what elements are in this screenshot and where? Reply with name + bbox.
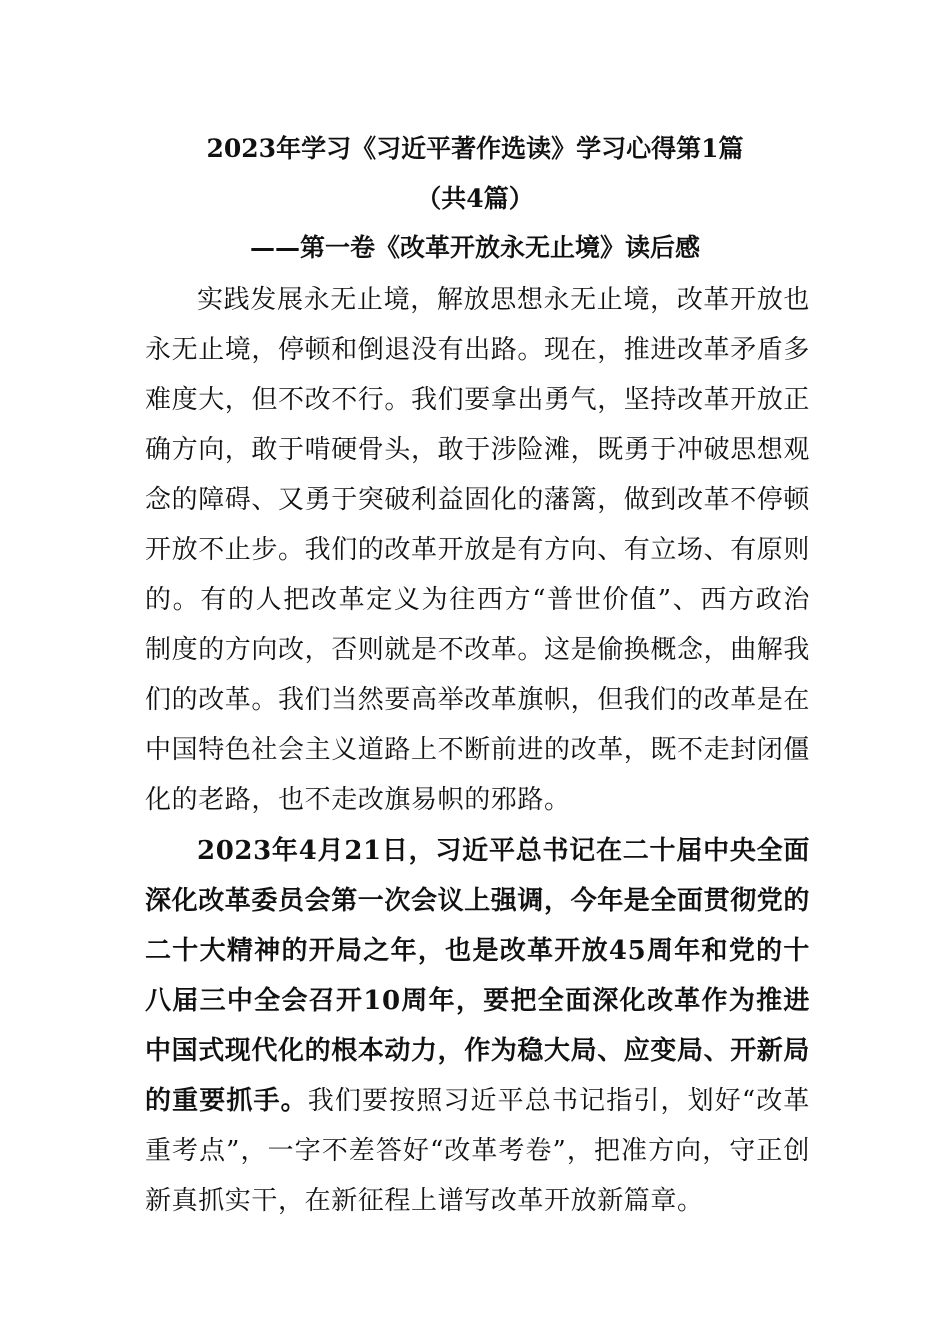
paragraph-2-normal-text: 我们要按照习近平总书记指引，划好“改革重考点”，一字不差答好“改革考卷”，把准方向，守正创新真抓实干，在新征程上谱写改革开放新篇章。: [145, 1086, 810, 1216]
paragraph-1: 实践发展永无止境，解放思想永无止境，改革开放也永无止境，停顿和倒退没有出路。现在，推进改革矛盾多难度大，但不改不行。我们要拿出勇气，坚持改革开放正确方向，敢于啃硬骨头，敢于涉险滩，既勇于冲破思想观念的障碍、又勇于突破利益固化的藩篱，做到改革不停顿开放不止步。我们的改革开放是有方向、有立场、有原则的。有的人把改革定义为往西方“普世价值”、西方政治制度的方向改，否则就是不改革。这是偷换概念，曲解我们的改革。我们当然要高举改革旗帜，但我们的改革是在中国特色社会主义道路上不断前进的改革，既不走封闭僵化的老路，也不走改旗易帜的邪路。: [145, 285, 811, 815]
paragraph-2-bold-text: 2023年4月21日，习近平总书记在二十届中央全面深化改革委员会第一次会议上强调，今年是全面贯彻党的二十大精神的开局之年，也是改革开放45周年和党的十八届三中全会召开10周年，要把全面深化改革作为推进中国式现代化的根本动力，作为稳大局、应变局、开新局的重要抓手。: [145, 836, 811, 1116]
document-subtitle: ——第一卷《改革开放永无止境》读后感: [249, 233, 700, 262]
document-title: 2023年学习《习近平著作选读》学习心得第1篇: [206, 134, 744, 163]
document-subtitle-count: （共4篇）: [416, 184, 534, 213]
paragraph-2: [145, 826, 810, 1226]
